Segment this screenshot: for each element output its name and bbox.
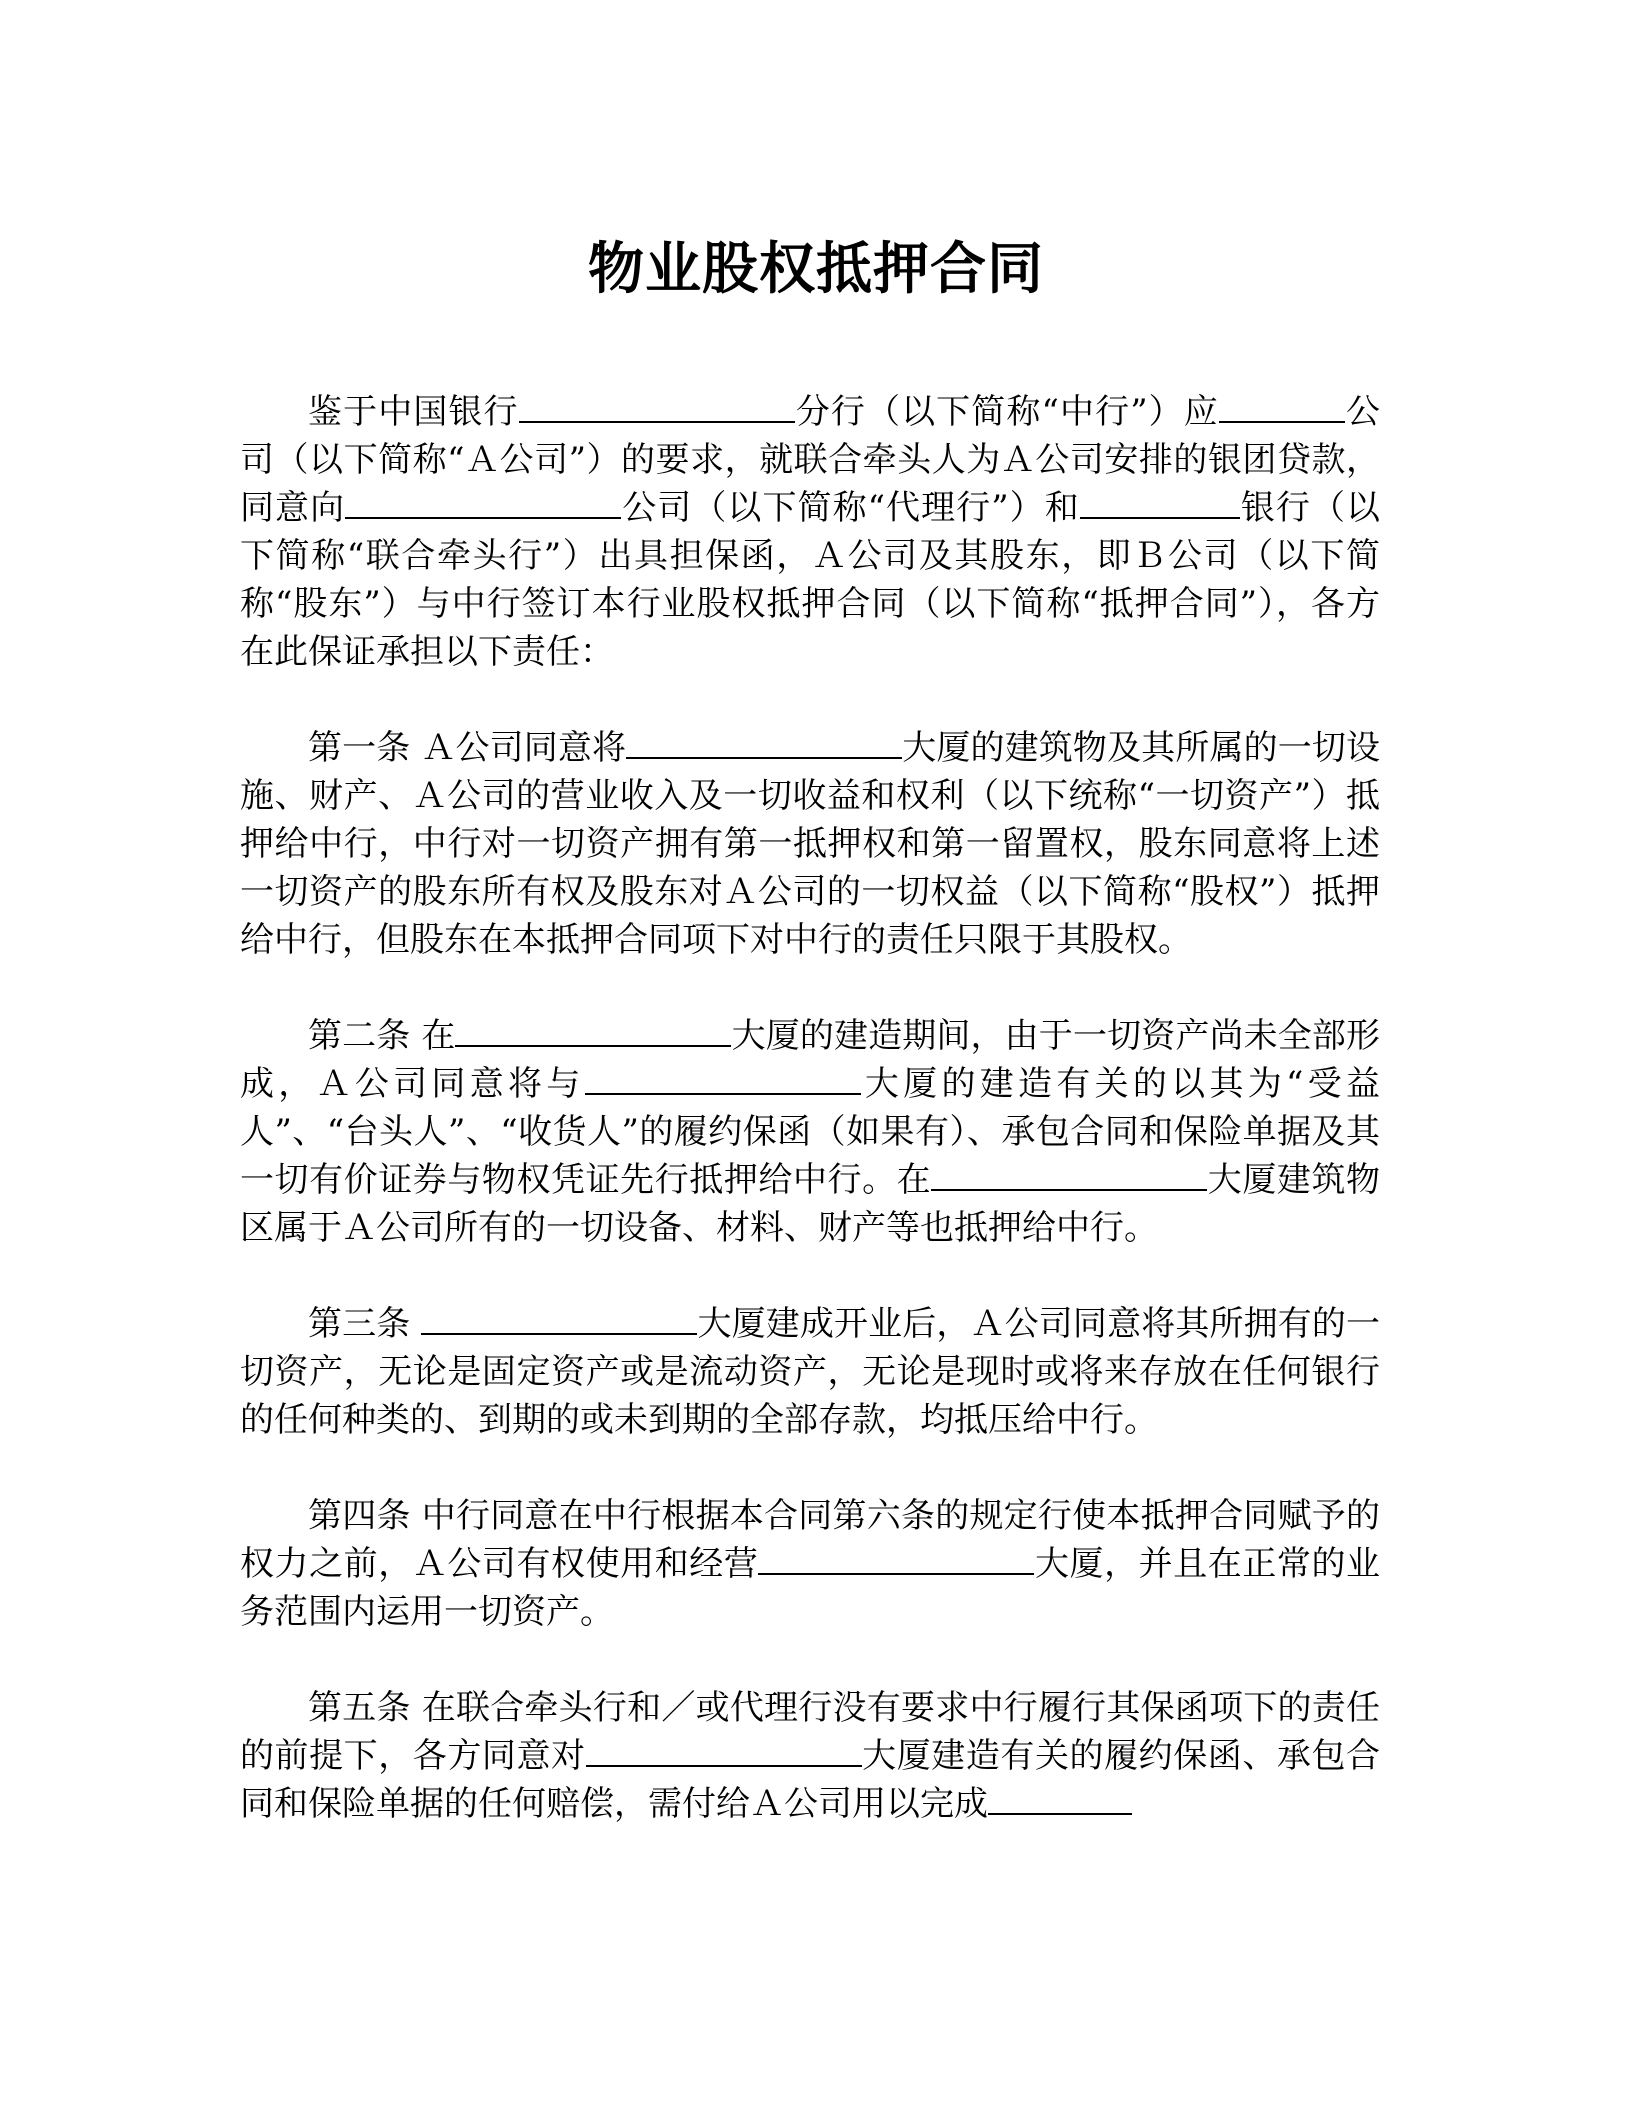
text-segment: 分行（以下简称“中行”）应	[794, 392, 1219, 432]
article-1-paragraph	[240, 724, 1380, 964]
blank-line	[421, 1303, 697, 1335]
blank-line	[1080, 487, 1240, 519]
preamble-paragraph	[240, 388, 1380, 676]
blank-line	[626, 727, 902, 759]
text-segment: 公司（以下简称“Ａ公司”）的要求，就联合牵头人为Ａ公司安排的银团贷款，同意向	[240, 392, 1381, 528]
document-title: 物业股权抵押合同	[588, 236, 1044, 302]
blank-line	[586, 1735, 862, 1767]
text-segment: 第二条 在	[308, 1016, 456, 1056]
text-segment: 第三条	[308, 1304, 422, 1344]
text-segment: 鉴于中国银行	[308, 392, 519, 432]
article-2-paragraph	[240, 1012, 1380, 1252]
text-segment: 大厦建筑物区属于Ａ公司所有的一切设备、材料、财产等也抵押给中行。	[240, 1160, 1381, 1248]
blank-line	[1219, 391, 1345, 423]
blank-line	[345, 487, 621, 519]
blank-line	[931, 1159, 1207, 1191]
text-segment: 大厦建成开业后，Ａ公司同意将其所拥有的一切资产，无论是固定资产或是流动资产，无论是现时或将来存放在任何银行的任何种类的、到期的或未到期的全部存款，均抵压给中行。	[240, 1304, 1380, 1440]
article-5-paragraph	[240, 1684, 1380, 1828]
article-4-paragraph	[240, 1492, 1380, 1636]
document-body	[240, 388, 1380, 1876]
blank-line	[758, 1543, 1034, 1575]
text-segment: 公司（以下简称“代理行”）和	[621, 488, 1080, 528]
article-3-paragraph	[240, 1300, 1380, 1444]
text-segment: 大厦，并且在正常的业务范围内运用一切资产。	[240, 1544, 1381, 1632]
blank-line	[519, 391, 795, 423]
blank-line	[988, 1783, 1132, 1815]
text-segment: 大厦的建造有关的以其为“受益人”、“台头人”、“收货人”的履约保函（如果有）、承包合同和保险单据及其一切有价证券与物权凭证先行抵押给中行。在	[240, 1064, 1380, 1200]
text-segment: 大厦的建造期间，由于一切资产尚未全部形成，Ａ公司同意将与	[240, 1016, 1381, 1104]
text-segment: 第一条 Ａ公司同意将	[308, 728, 627, 768]
text-segment: 银行（以下简称“联合牵头行”）出具担保函，Ａ公司及其股东，即Ｂ公司（以下简称“股东”）与中行签订本行业股权抵押合同（以下简称“抵押合同”），各方在此保证承担以下责任：	[240, 488, 1381, 672]
text-segment: 大厦的建筑物及其所属的一切设施、财产、Ａ公司的营业收入及一切收益和权利（以下统称“一切资产”）抵押给中行，中行对一切资产拥有第一抵押权和第一留置权，股东同意将上述一切资产的股东所有权及股东对Ａ公司的一切权益（以下简称“股权”）抵押给中行，但股东在本抵押合同项下对中行的责任只限于其股权。	[240, 728, 1380, 960]
text-segment: 第五条 在联合牵头行和／或代理行没有要求中行履行其保函项下的责任的前提下，各方同意对	[240, 1688, 1380, 1776]
text-segment: 第四条 中行同意在中行根据本合同第六条的规定行使本抵押合同赋予的权力之前，Ａ公司有权使用和经营	[240, 1496, 1380, 1584]
blank-line	[455, 1015, 731, 1047]
blank-line	[585, 1063, 861, 1095]
text-segment: 大厦建造有关的履约保函、承包合同和保险单据的任何赔偿，需付给Ａ公司用以完成	[240, 1736, 1381, 1824]
